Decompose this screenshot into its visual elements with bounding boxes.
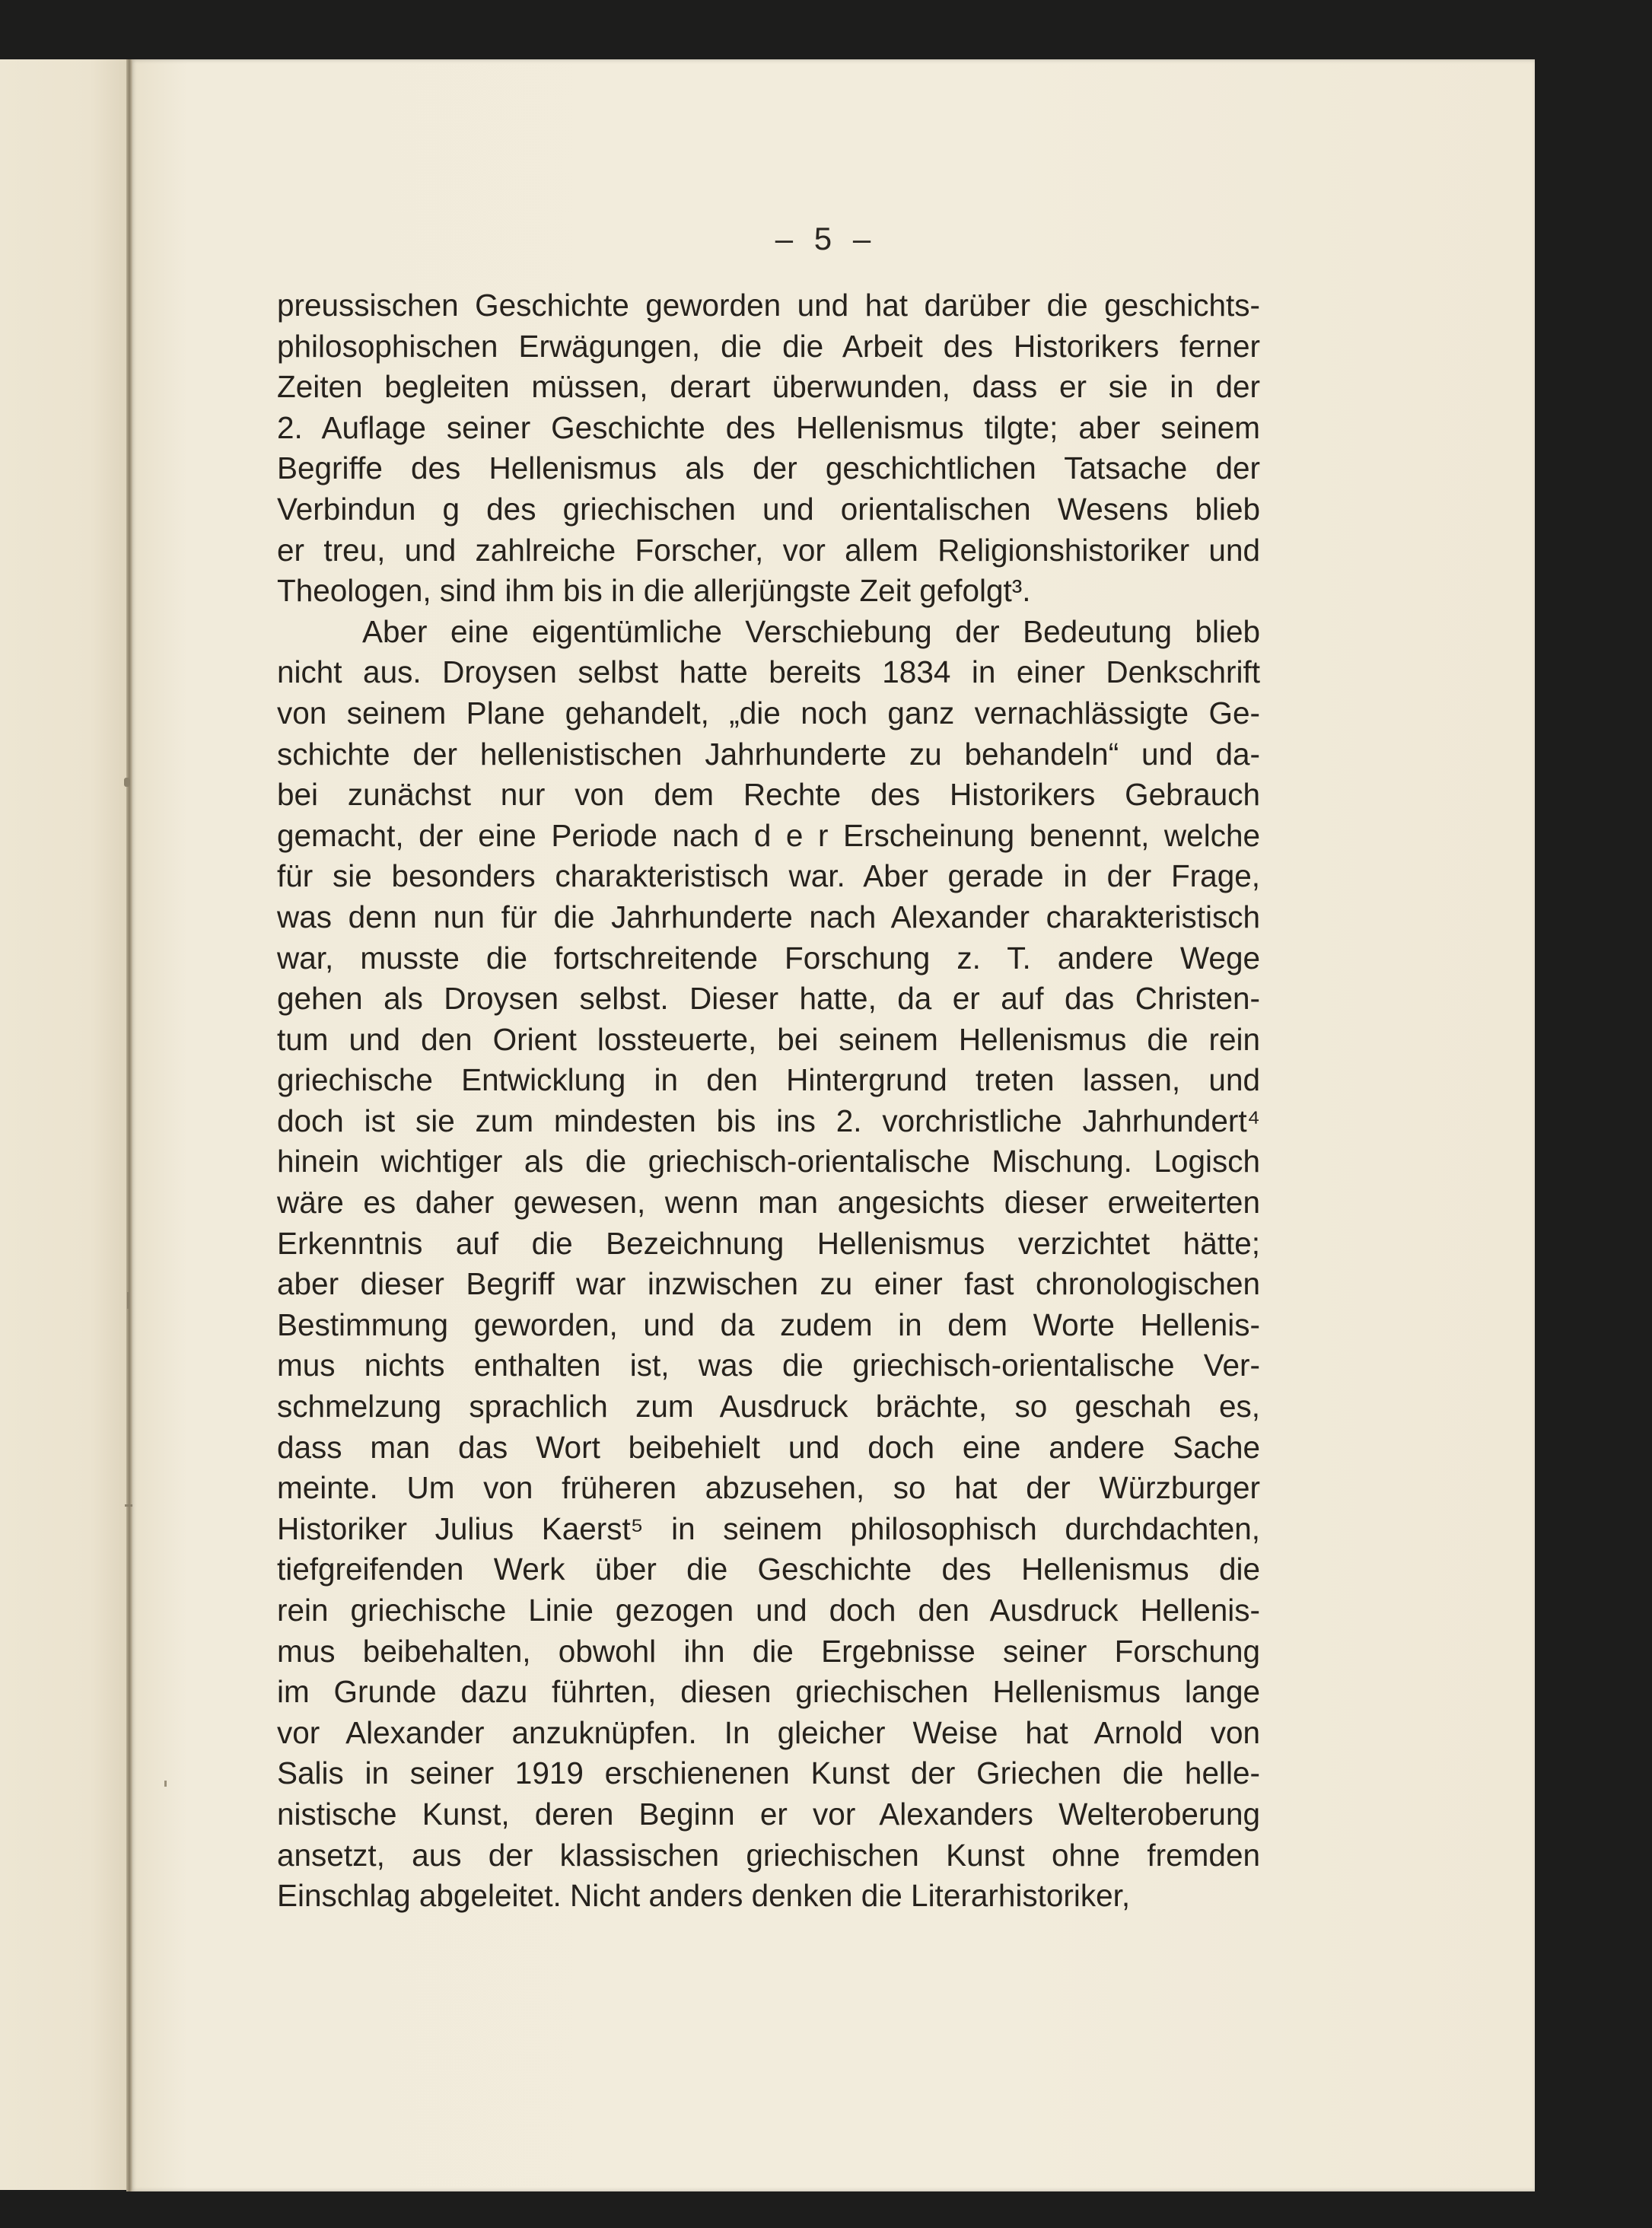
text-line: Erkenntnis auf die Bezeichnung Hellenismus verzichtet hätte; (277, 1225, 1260, 1261)
text-line: vor Alexander anzuknüpfen. In gleicher Weise hat Arnold von (277, 1714, 1260, 1750)
text-line: Bestimmung geworden, und da zudem in dem Worte Hellenis- (277, 1307, 1260, 1342)
body-text (277, 285, 1260, 1917)
text-line: meinte. Um von früheren abzusehen, so hat der Würzburger (277, 1470, 1260, 1506)
text-line: schmelzung sprachlich zum Ausdruck brächte, so geschah es, (277, 1389, 1260, 1424)
text-line: gemacht, der eine Periode nach d e r Erscheinung benennt, welche (277, 817, 1260, 853)
text-line: schichte der hellenistischen Jahrhunderte zu behandeln“ und da- (277, 736, 1260, 772)
text-line: philosophischen Erwägungen, die die Arbeit des Historikers ferner (277, 328, 1260, 364)
text-line: tiefgreifenden Werk über die Geschichte des Hellenismus die (277, 1552, 1260, 1587)
margin-speck (125, 1504, 132, 1507)
text-line: was denn nun für die Jahrhunderte nach Alexander charakteristisch (277, 899, 1260, 934)
text-line: gehen als Droysen selbst. Dieser hatte, da er auf das Christen- (277, 981, 1260, 1017)
text-line: wäre es daher gewesen, wenn man angesichts dieser erweiterten (277, 1185, 1260, 1221)
text-line: für sie besonders charakteristisch war. Aber gerade in der Frage, (277, 858, 1260, 894)
page-gutter (126, 59, 132, 2191)
text-line: doch ist sie zum mindesten bis ins 2. vorchristliche Jahrhundert⁴ (277, 1103, 1260, 1138)
text-line: Aber eine eigentümliche Verschiebung der Bedeutung blieb (362, 613, 1260, 649)
text-line: Begriffe des Hellenismus als der geschichtlichen Tatsache der (277, 450, 1260, 486)
text-line: im Grunde dazu führten, diesen griechischen Hellenismus lange (277, 1674, 1260, 1710)
text-line: 2. Auflage seiner Geschichte des Hellenismus tilgte; aber seinem (277, 409, 1260, 445)
text-line: dass man das Wort beibehielt und doch eine andere Sache (277, 1429, 1260, 1465)
text-line: von seinem Plane gehandelt, „die noch ganz vernachlässigte Ge- (277, 695, 1260, 730)
text-line: mus nichts enthalten ist, was die griechisch-orientalische Ver- (277, 1348, 1260, 1383)
text-line: Salis in seiner 1919 erschienenen Kunst der Griechen die helle- (277, 1755, 1260, 1791)
text-line: nicht aus. Droysen selbst hatte bereits 1834 in einer Denkschrift (277, 654, 1260, 690)
text-line: aber dieser Begriff war inzwischen zu einer fast chronologischen (277, 1266, 1260, 1302)
text-line: griechische Entwicklung in den Hintergrund treten lassen, und (277, 1062, 1260, 1098)
margin-speck (124, 778, 130, 787)
text-line: Historiker Julius Kaerst⁵ in seinem philosophisch durchdachten, (277, 1510, 1260, 1546)
text-line: bei zunächst nur von dem Rechte des Historikers Gebrauch (277, 777, 1260, 813)
paragraph-1 (277, 285, 1260, 612)
text-line: Verbindun g des griechischen und orientalischen Wesens blieb (277, 491, 1260, 527)
margin-speck (164, 1781, 167, 1787)
text-line: rein griechische Linie gezogen und doch den Ausdruck Hellenis- (277, 1593, 1260, 1628)
text-line: hinein wichtiger als die griechisch-orientalische Mischung. Logisch (277, 1144, 1260, 1179)
text-line: Zeiten begleiten müssen, derart überwunden, dass er sie in der (277, 369, 1260, 405)
margin-speck (127, 1292, 129, 1309)
text-line: Theologen, sind ihm bis in die allerjüngste Zeit gefolgt³. (277, 573, 1031, 609)
text-line: preussischen Geschichte geworden und hat darüber die geschichts- (277, 288, 1260, 323)
text-line: er treu, und zahlreiche Forscher, vor allem Religionshistoriker und (277, 532, 1260, 568)
text-line: ansetzt, aus der klassischen griechischen Kunst ohne fremden (277, 1837, 1260, 1873)
facing-page-edge (0, 59, 129, 2190)
paragraph-2 (277, 612, 1260, 1917)
text-line: Einschlag abgeleitet. Nicht anders denken die Literarhistoriker, (277, 1878, 1131, 1914)
text-line: nistische Kunst, deren Beginn er vor Alexanders Welteroberung (277, 1796, 1260, 1832)
page-number: – 5 – (775, 221, 877, 256)
text-line: war, musste die fortschreitende Forschung z. T. andere Wege (277, 940, 1260, 976)
text-line: mus beibehalten, obwohl ihn die Ergebnisse seiner Forschung (277, 1633, 1260, 1669)
text-line: tum und den Orient lossteuerte, bei seinem Hellenismus die rein (277, 1021, 1260, 1057)
